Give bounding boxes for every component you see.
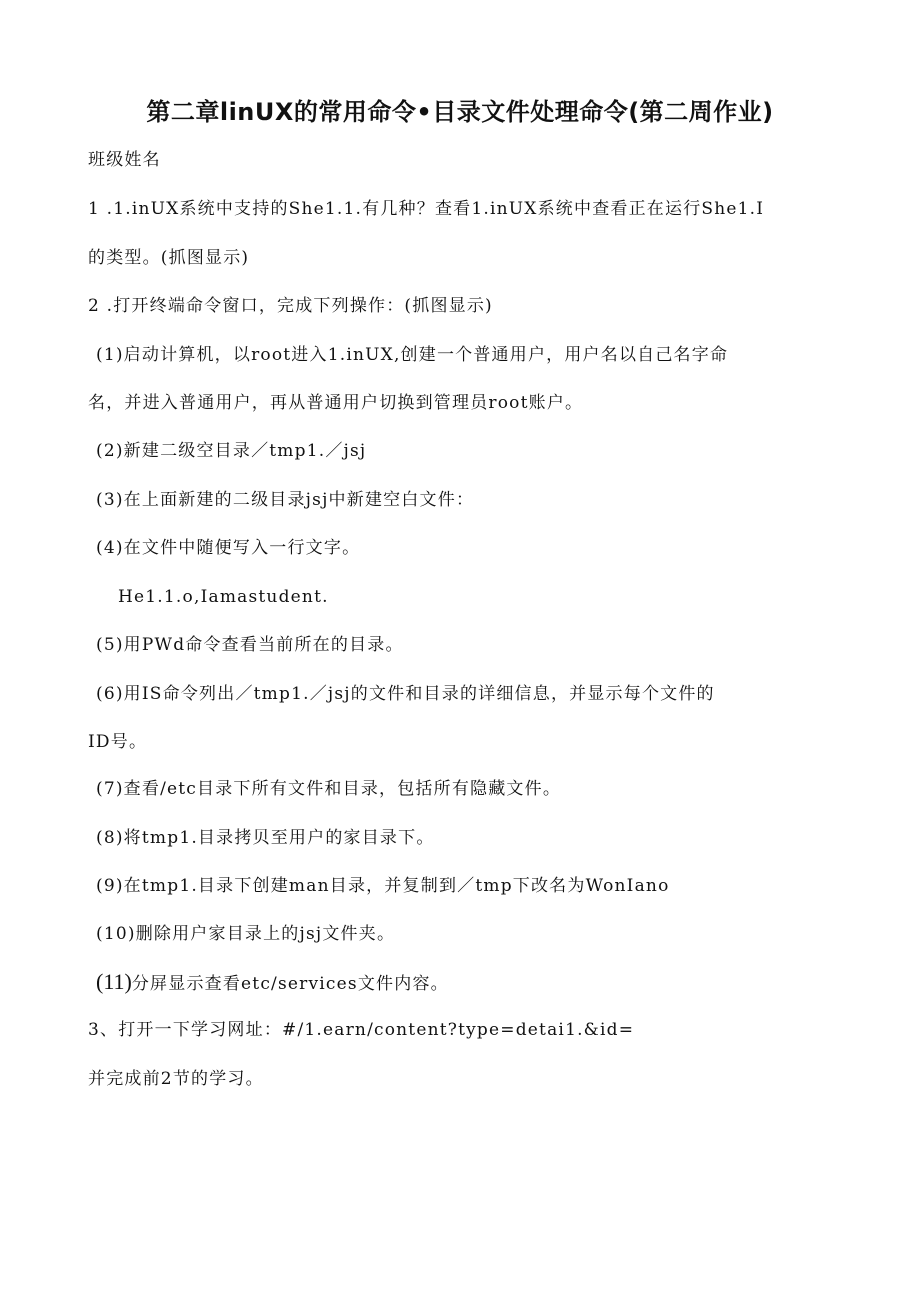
item-11-number: (11) (96, 969, 132, 994)
question-2-intro: 2 .打开终端命令窗口，完成下列操作：(抓图显示) (88, 296, 493, 316)
question-3-line-1: 3、打开一下学习网址：#/1.earn/content?type=detai1.&id= (88, 1020, 635, 1040)
item-10: (10)删除用户家目录上的jsj文件夹。 (96, 924, 396, 944)
item-6-line-2: ID号。 (88, 732, 148, 752)
item-11-text: 分屏显示查看etc/services文件内容。 (131, 974, 449, 994)
item-7: (7)查看/etc目录下所有文件和目录，包括所有隐藏文件。 (96, 779, 562, 799)
item-2: (2)新建二级空目录／tmp1.／jsj (96, 441, 367, 461)
question-1-line-1: 1 .1.inUX系统中支持的She1.1.有几种？查看1.inUX系统中查看正在运行She1.I (88, 199, 765, 219)
item-8: (8)将tmp1.目录拷贝至用户的家目录下。 (96, 828, 435, 848)
class-name-line: 班级姓名 (88, 150, 161, 170)
question-3-line-2: 并完成前2节的学习。 (88, 1069, 264, 1089)
item-4-sample-text: He1.1.o,Iamastudent. (118, 587, 329, 607)
item-4: (4)在文件中随便写入一行文字。 (96, 538, 361, 558)
item-3: (3)在上面新建的二级目录jsj中新建空白文件： (96, 490, 475, 510)
item-6-line-1: (6)用IS命令列出／tmp1.／jsj的文件和目录的详细信息，并显示每个文件的 (96, 684, 715, 704)
item-5: (5)用PWd命令查看当前所在的目录。 (96, 635, 404, 655)
item-11 (96, 968, 449, 998)
document-title: 第二章linUX的常用命令•目录文件处理命令(第二周作业) (146, 98, 774, 126)
question-1-line-2: 的类型。(抓图显示) (88, 248, 250, 268)
item-9: (9)在tmp1.目录下创建man目录，并复制到／tmp下改名为WonIano (96, 876, 670, 896)
item-1-line-2: 名，并进入普通用户，再从普通用户切换到管理员root账户。 (88, 393, 584, 413)
item-1-line-1: (1)启动计算机，以root进入1.inUX,创建一个普通用户，用户名以自己名字命 (96, 345, 729, 365)
